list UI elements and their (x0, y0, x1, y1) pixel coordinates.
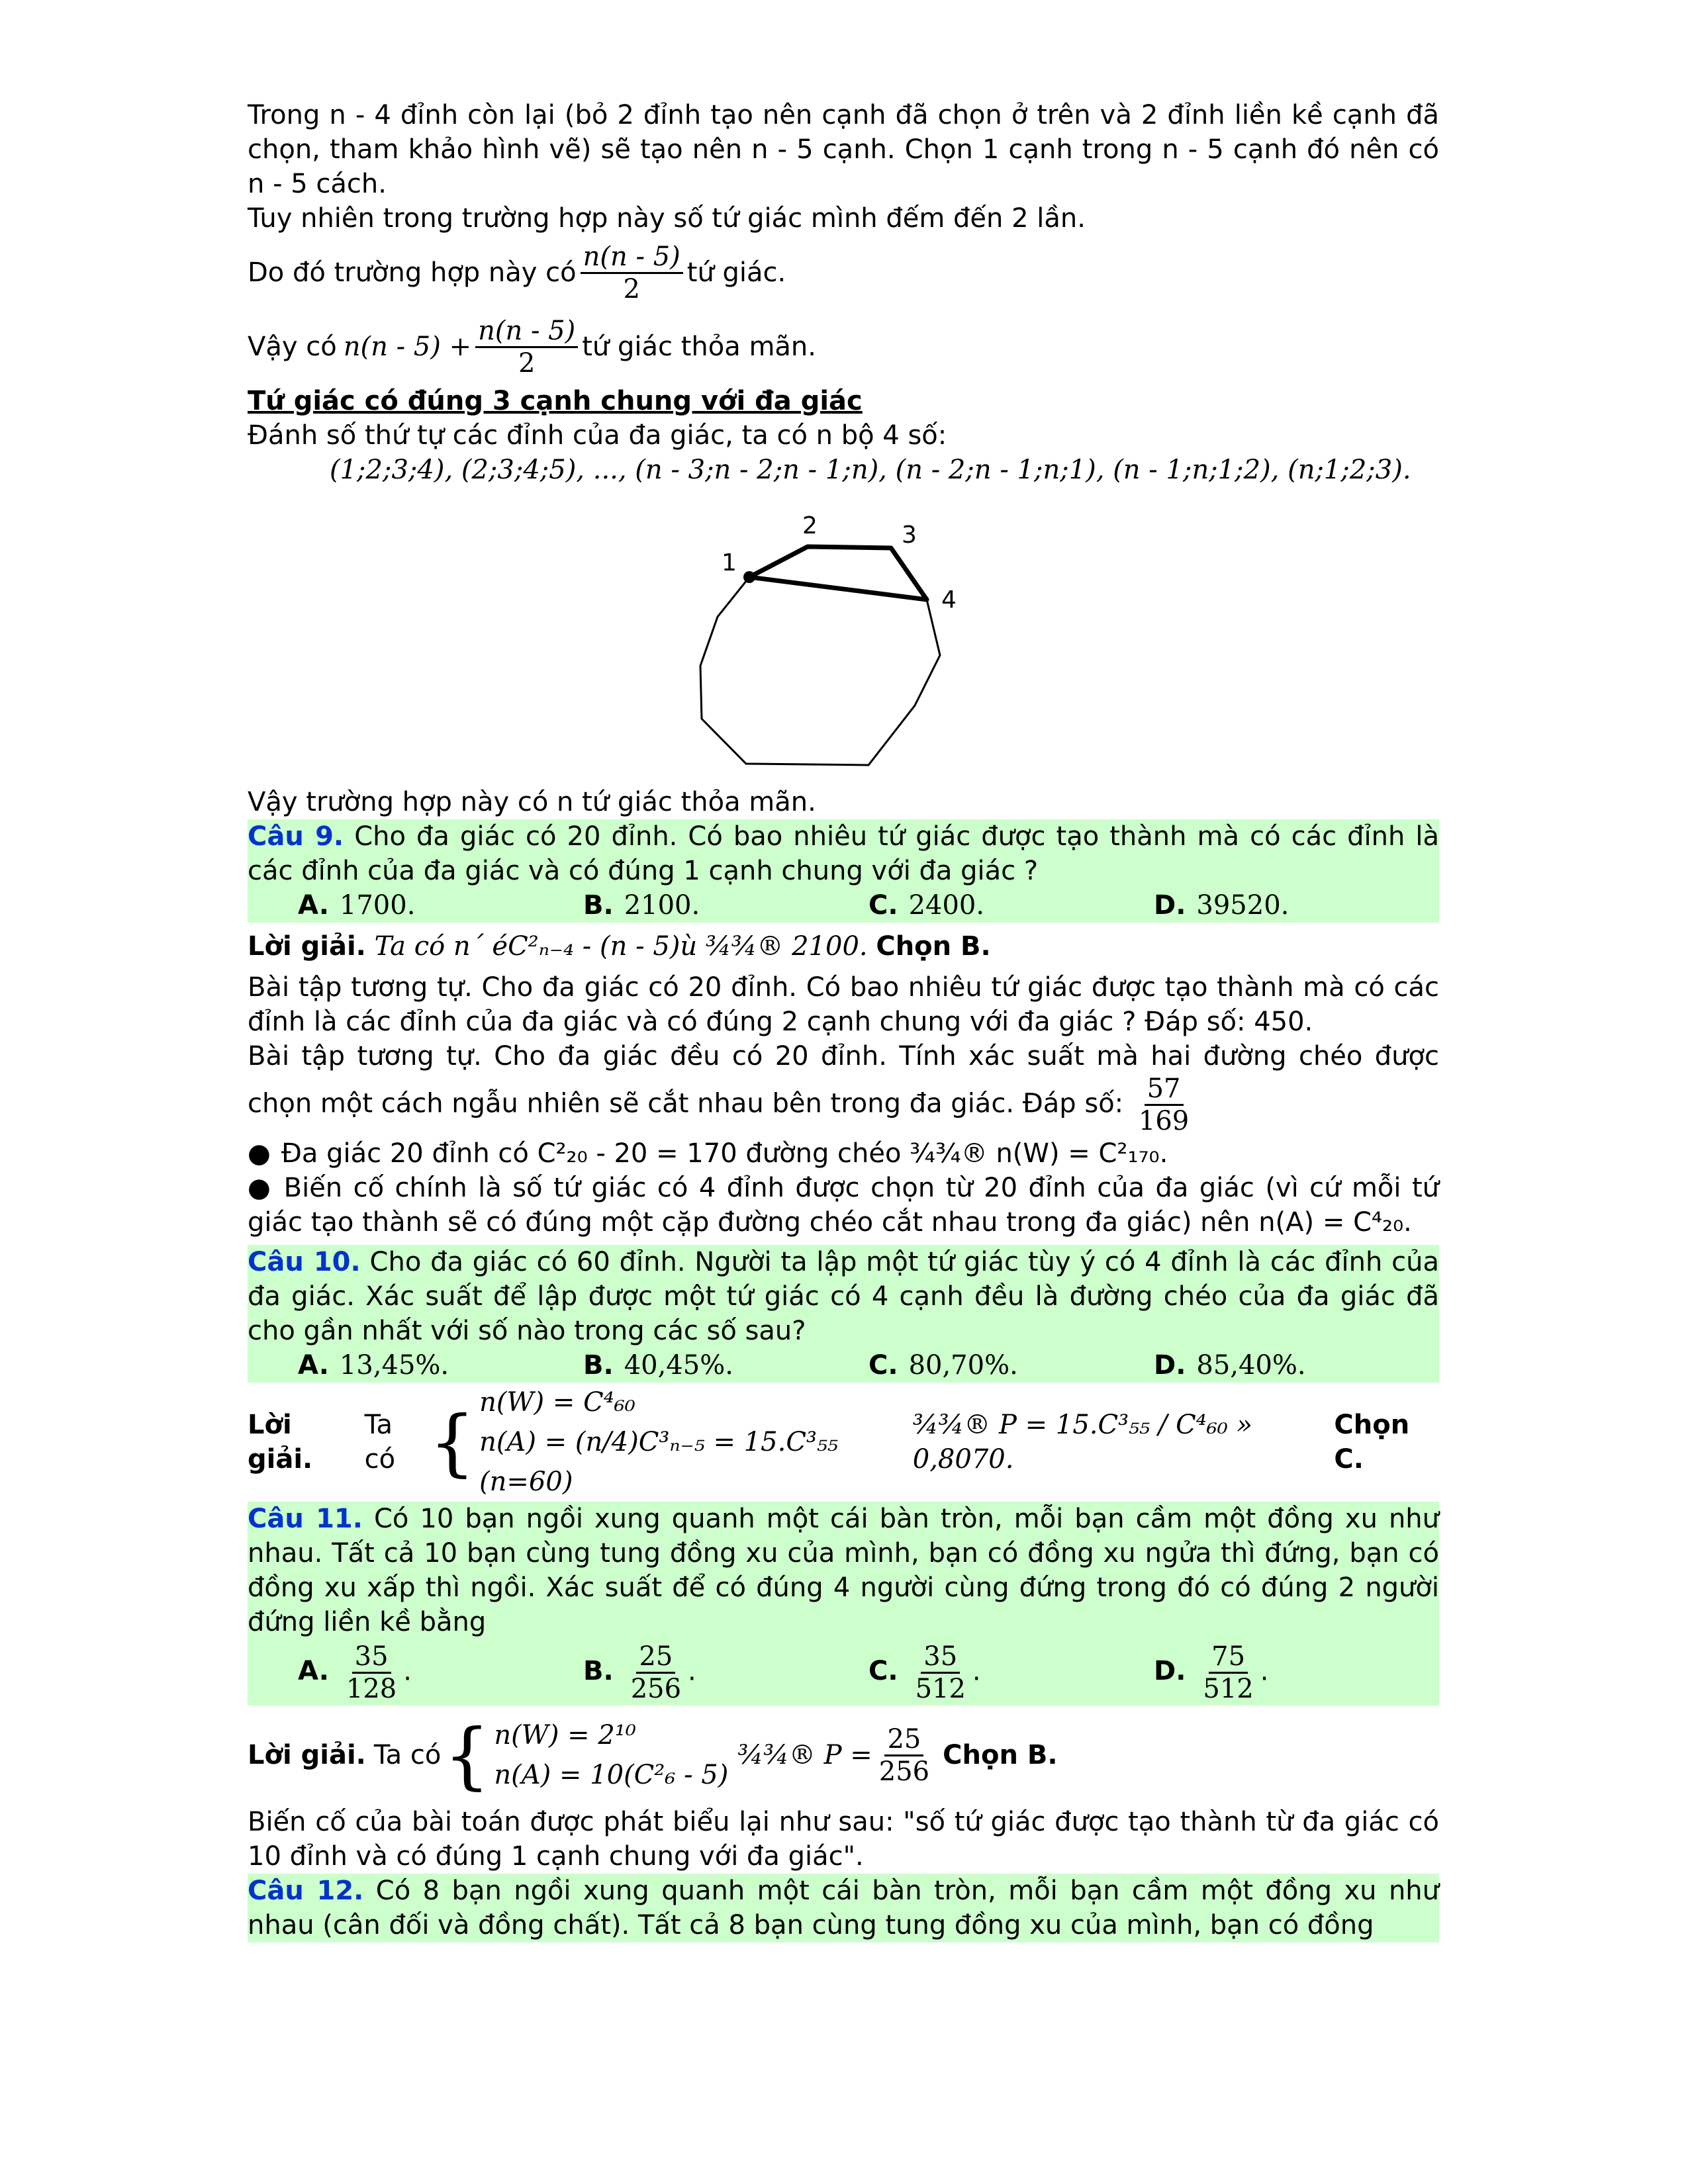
equation-system: n(W) = C⁴₆₀ n(A) = (n/4)C³ₙ₋₅ = 15.C³₅₅ (n=60) (479, 1387, 839, 1497)
equation-system: n(W) = 2¹⁰ n(A) = 10(C²₆ - 5) (494, 1720, 729, 1790)
question-9 (248, 819, 1439, 923)
bullet-item: ● Đa giác 20 đỉnh có C²₂₀ - 20 = 170 đường chéo ¾¾® n(W) = C²₁₇₀. (248, 1138, 1168, 1169)
intro-note: Tuy nhiên trong trường hợp này số tứ giác mình đếm đến 2 lần. (248, 203, 1086, 234)
answer-options (248, 888, 1439, 923)
question-text: Cho đa giác có 60 đỉnh. Người ta lập một tứ giác tùy ý có 4 đỉnh là các đỉnh của đa giác. Xác suất để lập được một tứ giác có 4 cạnh đều là đường chéo của đa giác đã cho gần nhất với số nào trong các số sau? (248, 1247, 1440, 1346)
fraction: $\frac{n(n - 5)}{2}$ (475, 316, 578, 379)
vertex-sets: (1;2;3;4), (2;3;4;5), ..., (n - 3;n - 2;n - 1;n), (n - 2;n - 1;n;1), (n - 1;n;1;2), (n;1;2;3). (330, 455, 1411, 485)
option-c: C. 2400. (868, 890, 985, 921)
option-d: D. 39520. (1154, 890, 1289, 921)
option-d: D. 85,40%. (1154, 1350, 1306, 1381)
exercise-similar-2: Bài tập tương tự. Cho đa giác đều có 20 đỉnh. Tính xác suất mà hai đường chéo được chọn một cách ngẫu nhiên sẽ cắt nhau bên trong đa giác. Đáp số: $\frac{57}{169}$ (248, 1041, 1439, 1136)
fraction: $\frac{n(n - 5)}{2}$ (581, 242, 683, 304)
intro-paragraph: Trong n - 4 đỉnh còn lại (bỏ 2 đỉnh tạo nên cạnh đã chọn ở trên và 2 đỉnh liền kề cạnh đã chọn, tham khảo hình vẽ) sẽ tạo nên n - 5 cạnh. Chọn 1 cạnh trong n - 5 cạnh đó nên có n - 5 cách. (248, 100, 1439, 199)
vertex-point (743, 571, 755, 583)
section-intro: Đánh số thứ tự các đỉnh của đa giác, ta có n bộ 4 số: (248, 420, 947, 451)
question-10 (248, 1245, 1439, 1383)
system-brace: { (429, 1400, 476, 1484)
answer-options (248, 1639, 1439, 1706)
fraction: $\frac{57}{169}$ (1138, 1073, 1190, 1136)
polygon-figure (248, 492, 1439, 785)
document-page (248, 98, 1439, 1942)
section-heading: Tứ giác có đúng 3 cạnh chung với đa giác (248, 386, 863, 416)
option-b: B. 2100. (583, 890, 700, 921)
vertex-label-1: 1 (722, 549, 737, 576)
question-text: Có 8 bạn ngồi xung quanh một cái bàn tròn, mỗi bạn cầm một đồng xu như nhau (cân đối và đồng chất). Tất cả 8 bạn cùng tung đồng xu của mình, bạn có đồng (248, 1876, 1439, 1940)
option-a: A. 1700. (298, 890, 416, 921)
fraction: $\frac{25}{256}$ (878, 1723, 930, 1787)
polygon-diagram (248, 492, 1439, 785)
question-label: Câu 11. (248, 1504, 363, 1534)
system-brace: { (444, 1713, 491, 1797)
solution-note: Biến cố của bài toán được phát biểu lại như sau: "số tứ giác được tạo thành từ đa giác có 10 đỉnh và có đúng 1 cạnh chung với đa giác". (248, 1807, 1439, 1872)
section-conclusion: Vậy trường hợp này có n tứ giác thỏa mãn. (248, 787, 816, 817)
question-label: Câu 9. (248, 821, 344, 852)
exercise-similar-1: Bài tập tương tự. Cho đa giác có 20 đỉnh. Có bao nhiêu tứ giác được tạo thành mà có các đỉnh là các đỉnh của đa giác và có đúng 2 cạnh chung với đa giác ? Đáp số: 450. (248, 972, 1439, 1037)
option-c: C. 80,70%. (868, 1350, 1018, 1381)
bullet-item: ● Biến cố chính là số tứ giác có 4 đỉnh được chọn từ 20 đỉnh của đa giác (vì cứ mỗi tứ giác tạo thành sẽ có đúng một cặp đường chéo cắt nhau trong đa giác) nên n(A) = C⁴₂₀. (248, 1173, 1439, 1238)
question-11 (248, 1502, 1439, 1706)
case-count-line: Do đó trường hợp này có $\frac{n(n - 5)}{2}$ tứ giác. (248, 241, 786, 304)
option-a: A. $\frac{35}{128}$ . (298, 1641, 412, 1704)
question-label: Câu 10. (248, 1247, 361, 1277)
vertex-label-3: 3 (902, 522, 917, 549)
quadrilateral-edges (749, 547, 927, 600)
vertex-label-2: 2 (802, 512, 818, 539)
question-label: Câu 12. (248, 1876, 364, 1906)
option-a: A. 13,45%. (298, 1350, 449, 1381)
option-d: D. $\frac{75}{512}$ . (1154, 1641, 1269, 1704)
option-b: B. 40,45%. (583, 1350, 733, 1381)
option-c: C. $\frac{35}{512}$ . (868, 1641, 981, 1704)
vertex-label-4: 4 (941, 586, 957, 614)
solution-10: Lời giải. Ta có { n(W) = C⁴₆₀ n(A) = (n/4)C³ₙ₋₅ = 15.C³₅₅ (n=60) ¾¾® P = 15.C³₅₅ / C⁴₆₀ » 0,8070. Chọn C. (248, 1383, 1439, 1502)
total-count-line: Vậy có n(n - 5) + $\frac{n(n - 5)}{2}$ tứ giác thỏa mãn. (248, 315, 816, 379)
question-12 (248, 1874, 1439, 1942)
solution-9: Lời giải. Ta có n´ éC²ₙ₋₄ - (n - 5)ù ¾¾® 2100. Chọn B. (248, 931, 991, 962)
question-text: Có 10 bạn ngồi xung quanh một cái bàn tròn, mỗi bạn cầm một đồng xu như nhau. Tất cả 10 bạn cùng tung đồng xu của mình, bạn có đồng xu ngửa thì đứng, bạn có đồng xu xấp thì ngồi. Xác suất để có đúng 4 người cùng đứng trong đó có đúng 2 người đứng liền kề bằng (248, 1504, 1440, 1637)
option-b: B. $\frac{25}{256}$ . (583, 1641, 696, 1704)
question-text: Cho đa giác có 20 đỉnh. Có bao nhiêu tứ giác được tạo thành mà có các đỉnh là các đỉnh của đa giác và có đúng 1 cạnh chung với đa giác ? (248, 821, 1440, 886)
polygon-outline (700, 577, 940, 765)
answer-options (248, 1348, 1439, 1383)
solution-11: Lời giải. Ta có { n(W) = 2¹⁰ n(A) = 10(C²₆ - 5) ¾¾® P = $\frac{25}{256}$ Chọn B. (248, 1713, 1058, 1797)
